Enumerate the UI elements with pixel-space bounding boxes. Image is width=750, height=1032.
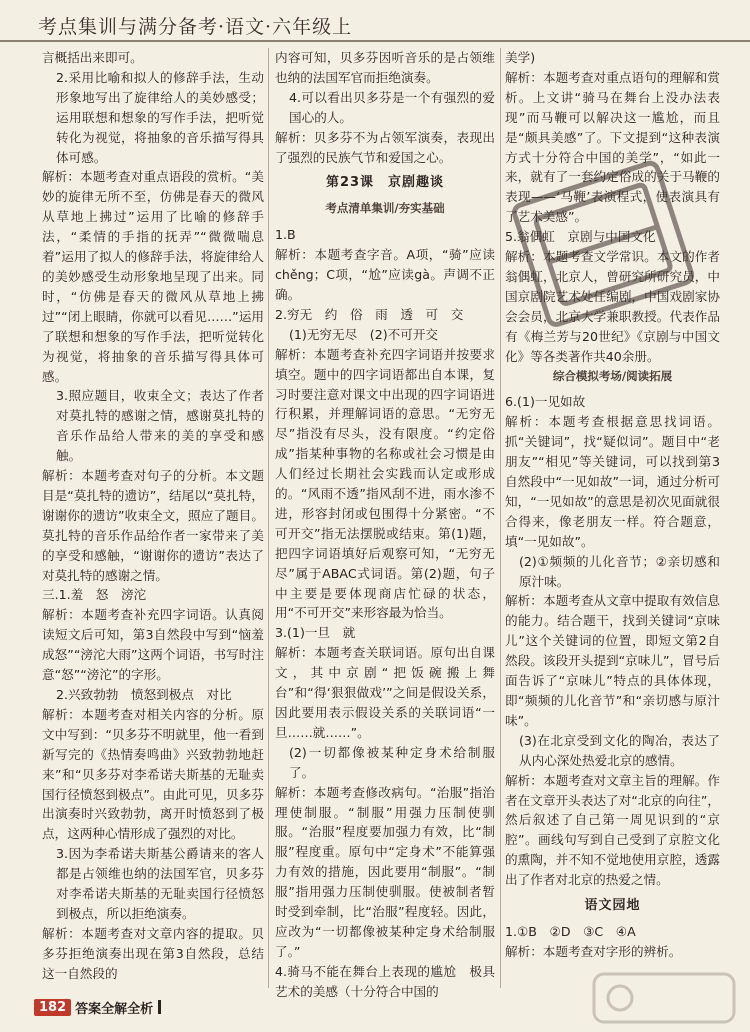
column-divider	[500, 48, 501, 988]
analysis-paragraph: 解析：本题考查关联词语。原句出自课文，其中京剧“把饭碗搬上舞台”和“得‘狠狠做戏’”之间是假设关系，因此要用表示假设关系的关联词语“一旦……就……”。	[275, 645, 495, 740]
analysis-paragraph: 解析：本题考查字音。A项，“骑”应读chěng；C项，“尬”应读gà。声调不正确。	[275, 247, 495, 302]
header-title: 考点集训与满分备考·语文·六年级上	[38, 16, 353, 38]
analysis-paragraph: 解析：本题考查根据意思找词语。抓“关键词”，找“疑似词”。题目中“老朋友”“相见”等关键词，可以找到第3自然段中“一见如故”一词，通过分析可知，“一见如故”的意思是初次见面就很合得来，像老朋友一样。符合题意，填“一见如故”。	[505, 414, 720, 549]
analysis-paragraph: 解析：本题考查对重点语段的赏析。“美妙的旋律无所不至，仿佛是春天的微风从草地上拂过”运用了比喻的修辞手法，“柔情的手指的抚弄”“微微喘息着”运用了拟人的修辞手法，将旋律给人的美妙感受生动形象地呈现了出来。同时，“仿佛是春天的微风从草地上拂过”“闭上眼睛，你就可以看见……”运用了联想和想象的写作手法，把听觉转化为视觉，将抽象的音乐描写得具体可感。	[42, 169, 264, 384]
footer-bar	[158, 1000, 161, 1014]
footer-label: 答案全解全析	[75, 1001, 154, 1017]
analysis-paragraph: 解析：本题考查修改病句。“治服”指治理使制服。“制服”用强力压制使驯服。“治服”程度要加强力有效，比“制服”程度重。原句中“定身术”不能算强力有效的措施，因此要用“制服”。“制服”指用强力压制使驯服。使被制者暂时受到牵制，比“治服”程度轻。因此，应改为“一切都像被某种定身术给制服了。”	[275, 784, 495, 959]
answer-paragraph: 1.①B ②D ③C ④A	[505, 923, 636, 939]
answer-paragraph: 3.因为李希诺夫斯基公爵请来的客人都是占领维也纳的法国军官，贝多芬对李希诺夫斯基的无耻卖国行径愤怒到极点，所以拒绝演奏。	[56, 846, 264, 921]
section-subtitle: 综合模拟考场/阅读拓展	[552, 368, 673, 383]
answer-paragraph: 美学)	[505, 50, 536, 65]
answer-paragraph: 5.翁偶虹 京剧与中国文化	[505, 229, 656, 245]
answer-paragraph: (2)一切都像被某种定身术给制服了。	[289, 744, 495, 780]
page-header	[0, 0, 750, 42]
answer-paragraph: 3.(1)一旦 就	[275, 625, 356, 641]
answer-paragraph: (1)无穷无尽 (2)不可开交	[289, 326, 439, 342]
answer-paragraph: 言概括出来即可。	[42, 50, 143, 65]
page-number: 182	[34, 999, 71, 1016]
analysis-paragraph: 解析：本题考查对重点语句的理解和赏析。上文讲“骑马在舞台上没办法表现”而马鞭可以解决这一尴尬，而且是“颇具美感”了。下文提到“这种表演方式十分符合中国的美学”，“如此一来，就有了一套约定俗成的关于马鞭的表现——‘马鞭’表演程式，使表演具有了艺术美感”。	[505, 69, 720, 225]
column-middle	[275, 48, 495, 999]
answer-paragraph: 4.可以看出贝多芬是一个有强烈的爱国心的人。	[289, 89, 495, 125]
watermark-logo	[590, 968, 740, 1028]
answer-paragraph: 4.骑马不能在舞台上表现的尴尬 极具艺术的美感（十分符合中国的	[275, 963, 495, 999]
answer-paragraph: 6.(1)一见如故	[505, 394, 586, 410]
answer-paragraph: 2.兴致勃勃 愤怒到极点 对比	[56, 687, 232, 702]
analysis-paragraph: 解析：贝多芬不为占领军演奏，表现出了强烈的民族气节和爱国之心。	[275, 129, 495, 165]
analysis-paragraph: 解析：本题考查文学常识。本文的作者翁偶虹，北京人，曾研究所研究员，中国京剧院艺术处任编剧，中国戏剧家协会会员，北京大学兼职教授。代表作品有《梅兰芳与20世纪》《京剧与中国文化》等各类著作共40余册。	[505, 249, 720, 364]
answer-paragraph: 2.穷无 约 俗 雨 透 可 交	[275, 306, 464, 322]
column-left	[42, 48, 264, 988]
answer-paragraph: 三.1.羞 怒 滂沱	[42, 587, 147, 603]
column-divider	[268, 48, 269, 988]
lesson-title: 第23课 京剧趣谈	[325, 175, 445, 191]
answer-paragraph: 2.采用比喻和拟人的修辞手法，生动形象地写出了旋律给人的美妙感受；运用联想和想象的写作手法，把听觉转化为视觉，将抽象的音乐描写得具体可感。	[56, 69, 264, 165]
analysis-paragraph: 解析：本题考查对句子的分析。本文题目是“莫扎特的遗访”，结尾以“莫扎特，谢谢你的遗访”收束全文，照应了题目。莫扎特的音乐作品给作者一家带来了美的享受和感触，“谢谢你的遗访”表达了对莫扎特的感谢之情。	[42, 468, 264, 583]
analysis-paragraph: 解析：本题考查从文章中提取有效信息的能力。结合题干，找到关键词“京味儿”这个关键词的位置，即短文第2自然段。该段开头提到“京味儿”，冒号后面告诉了“京味儿”特点的具体体现，即“频频的儿化音节”和“亲切感与原汁味”。	[505, 593, 720, 728]
lesson-subtitle: 考点清单集训/夯实基础	[325, 201, 445, 216]
analysis-paragraph: 解析：本题考查对文章主旨的理解。作者在文章开头表达了对“北京的向往”，然后叙述了自己第一周见识到的“京腔”。画线句写到自己受到了京腔文化的熏陶，并不知不觉地使用京腔，透露出了作者对北京的热爱之情。	[505, 772, 720, 888]
answer-paragraph: 3.照应题目，收束全文；表达了作者对莫扎特的感谢之情，感谢莫扎特的音乐作品给人带来的美的享受和感触。	[56, 388, 264, 464]
section-title: 语文园地	[584, 898, 641, 914]
analysis-paragraph: 解析：本题考查补充四字词语并按要求填空。题中的四字词语都出自本课，复习时要注意对课文中出现的四字词语进行积累，并理解词语的意思。“无穷无尽”指没有尽头，没有限度。“约定俗成”指某种事物的名称或社会习惯是由人们经过长期社会实践而认定或形成的。“风雨不透”指风刮不进，雨水渗不进，形容封闭或包围得十分紧密。“不可开交”指无法摆脱或结束。第(1)题，把四字词语填好后观察可知，“无穷无尽”属于ABAC式词语。第(2)题，句子中主要是要体现商店忙碌的状态，用“不可开交”来形容最为恰当。	[275, 346, 495, 621]
answer-paragraph: (2)①频频的儿化音节；②亲切感和原汁味。	[519, 553, 720, 589]
answer-paragraph: 1.B	[275, 227, 296, 243]
analysis-paragraph: 解析：本题考查对文章内容的提取。贝多芬拒绝演奏出现在第3自然段，总结这一自然段的	[42, 925, 264, 981]
analysis-paragraph: 解析：本题考查补充四字词语。认真阅读短文后可知，第3自然段中写到“恼羞成怒”“滂沱大雨”这两个词语，书写时注意“怒”“滂沱”的字形。	[42, 607, 264, 683]
answer-paragraph: 内容可知，贝多芬因听音乐的是占领维也纳的法国军官而拒绝演奏。	[275, 50, 495, 85]
answer-paragraph: (3)在北京受到文化的陶冶，表达了从内心深处热爱北京的感情。	[519, 732, 720, 768]
analysis-paragraph: 解析：本题考查对字形的辨析。	[505, 943, 682, 959]
page-footer	[34, 997, 161, 1017]
analysis-paragraph: 解析：本题考查对相关内容的分析。原文中写到：“贝多芬不明就里，他一看到新写完的《热情奏鸣曲》兴致勃勃地赶来”和“贝多芬对李希诺夫斯基的无耻卖国行径愤怒到极点”。由此可见，贝多芬出演奏时兴致勃勃，离开时愤怒到了极点，这两种心情形成了强烈的对比。	[42, 706, 264, 842]
stamp-graphic	[506, 152, 696, 337]
